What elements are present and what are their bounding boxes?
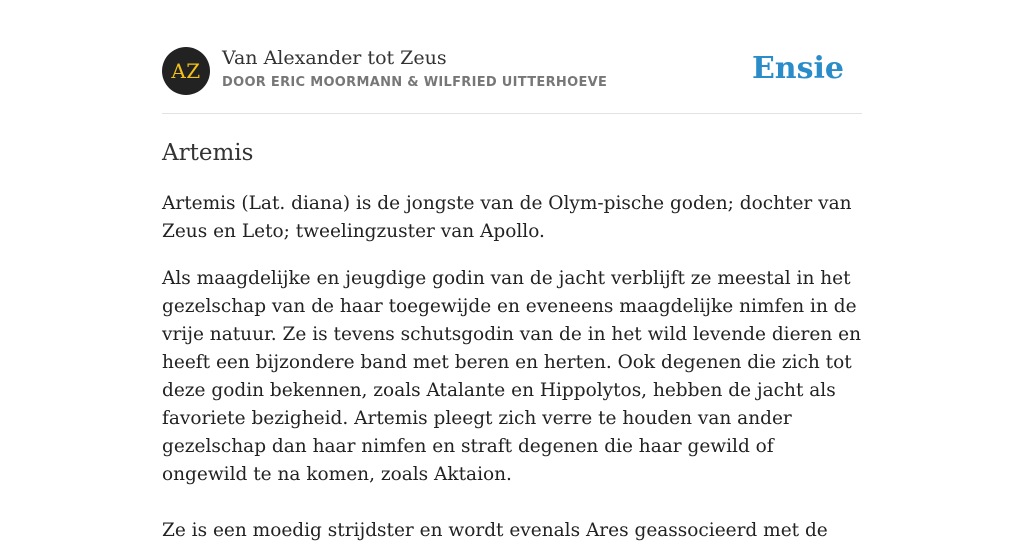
header-divider <box>162 113 862 114</box>
book-authors: DOOR ERIC MOORMANN & WILFRIED UITTERHOEVE <box>222 75 608 90</box>
book-header <box>162 47 862 95</box>
paragraph-3: Ze is een moedig strijdster en wordt evenals Ares geassocieerd met de <box>162 520 828 541</box>
paragraph-1: Artemis (Lat. diana) is de jongste van de Olym-pische goden; dochter van Zeus en Leto; tweelingzuster van Apollo. <box>162 193 852 242</box>
ensie-logo-link[interactable]: Ensie <box>751 51 844 86</box>
book-avatar[interactable]: AZ <box>162 47 210 95</box>
article-content <box>162 136 862 545</box>
entry-title: Artemis <box>162 140 254 166</box>
paragraph-2: Als maagdelijke en jeugdige godin van de jacht verblijft ze meestal in het gezelschap van de haar toegewijde en eveneens maagdelijke nimfen in de vrije natuur. Ze is tevens schutsgodin van de in het wild levende dieren en heeft een bijzondere band met beren en herten. Ook degenen die zich tot deze godin bekennen, zoals Atalante en Hippolytos, hebben de jacht als favoriete bezigheid. Artemis pleegt zich verre te houden van ander gezelschap dan haar nimfen en straft degenen die haar gewild of ongewild te na komen, zoals Aktaion. <box>162 268 861 485</box>
book-title[interactable]: Van Alexander tot Zeus <box>222 47 447 69</box>
